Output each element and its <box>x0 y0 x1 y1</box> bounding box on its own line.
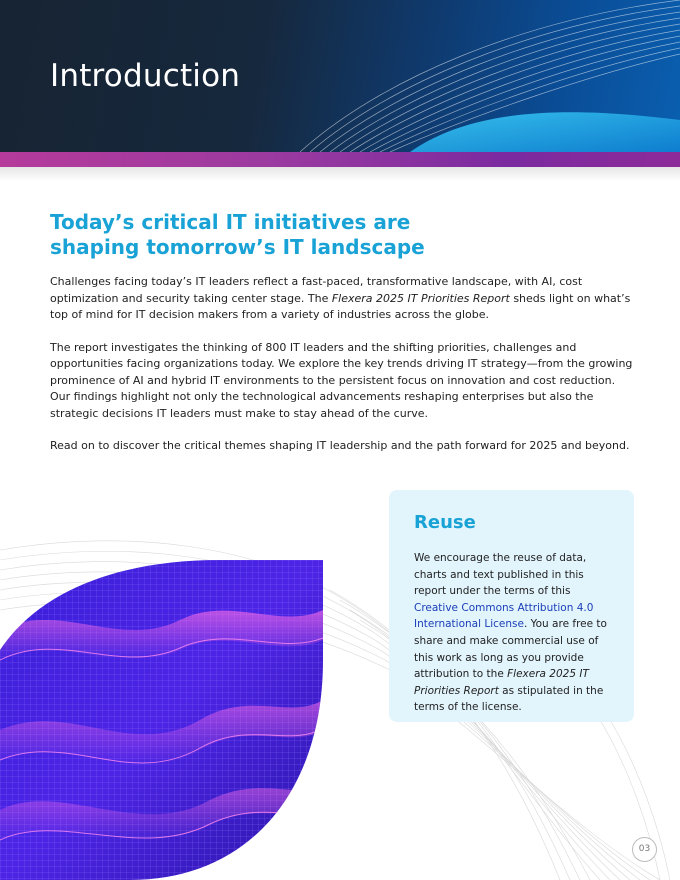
intro-paragraph-1-part-b: sheds light on what’s top of mind for IT decision makers from a variety of industries across the globe. <box>50 291 631 321</box>
reuse-report-name-italic: Flexera 2025 IT Priorities Report <box>414 668 589 697</box>
reuse-callout-box <box>389 490 634 722</box>
page-title: Introduction <box>50 58 241 94</box>
intro-paragraph-2: The report investigates the thinking of 800 IT leaders and the shifting priorities, challenges and opportunities facing organizations today. We explore the key trends driving IT strategy—from the growing prominence of AI and hybrid IT environments to the persistent focus on innovation and cost reduction. Our findings highlight not only the technological advancements reshaping enterprises but also the strategic decisions IT leaders must make to stay ahead of the curve. <box>50 340 633 420</box>
intro-paragraph-3: Read on to discover the critical themes shaping IT leadership and the path forward for 2025 and beyond. <box>50 439 630 452</box>
report-name-italic: Flexera 2025 IT Priorities Report <box>331 291 510 305</box>
intro-paragraph-1-part-a: Challenges facing today’s IT leaders reflect a fast-paced, transformative landscape, with AI, cost optimization and security taking center stage. The <box>50 275 583 305</box>
section-heading-line-1: Today’s critical IT initiatives are <box>50 210 411 234</box>
reuse-text-part-c: as stipulated in the terms of the license. <box>414 684 604 714</box>
header-banner <box>0 0 680 152</box>
page-number: 03 <box>632 837 657 862</box>
creative-commons-license-link[interactable]: Creative Commons Attribution 4.0 International License <box>414 601 594 631</box>
wave-image-svg <box>0 560 323 880</box>
reuse-text-part-b: . You are free to share and make commercial use of this work as long as you provide attribution to the <box>414 618 607 681</box>
section-heading-line-2: shaping tomorrow’s IT landscape <box>50 235 425 259</box>
header-accent-stripe <box>0 152 680 167</box>
reuse-text-part-a: We encourage the reuse of data, charts and text published in this report under the terms of this <box>414 552 587 598</box>
wireframe-wave-image <box>0 560 323 880</box>
header-shadow <box>0 167 680 181</box>
reuse-title: Reuse <box>414 512 476 533</box>
intro-paragraph-1 <box>50 274 634 324</box>
intro-body <box>50 274 634 471</box>
reuse-text <box>414 550 614 716</box>
section-heading <box>50 210 470 260</box>
